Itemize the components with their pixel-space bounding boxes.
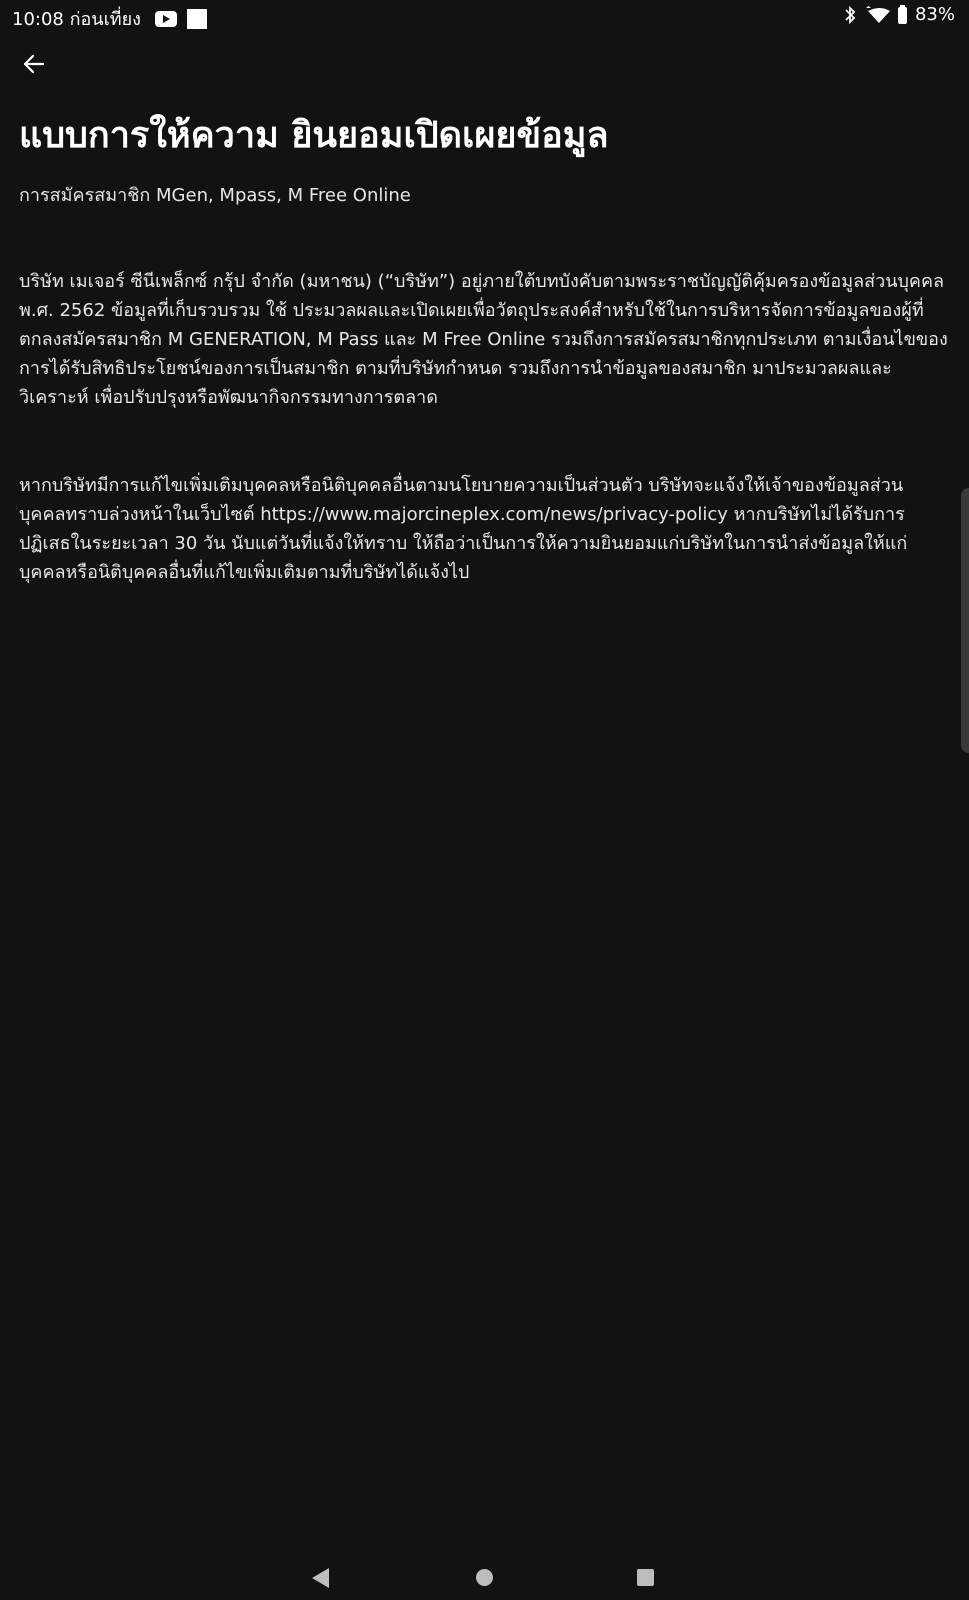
- scrollbar-handle[interactable]: [961, 488, 969, 753]
- youtube-icon: [155, 11, 177, 27]
- status-right: [844, 4, 955, 25]
- battery-icon: [898, 7, 907, 24]
- battery-level: 83%: [914, 4, 955, 25]
- status-left: [12, 4, 207, 33]
- back-button[interactable]: [16, 46, 52, 82]
- page-subtitle: การสมัครสมาชิก MGen, Mpass, M Free Online: [19, 185, 411, 206]
- status-time: 10:08 ก่อนเที่ยง: [12, 9, 141, 30]
- nav-back-icon[interactable]: [312, 1568, 329, 1588]
- page-title: แบบการให้ความ ยินยอมเปิดเผยข้อมูล: [19, 115, 609, 156]
- square-notification-icon: [187, 9, 207, 29]
- status-bar: [0, 0, 969, 30]
- nav-home-icon[interactable]: [476, 1569, 493, 1586]
- consent-paragraph-2: หากบริษัทมีการแก้ไขเพิ่มเติมบุคคลหรือนิติบุคคลอื่นตามนโยบายความเป็นส่วนตัว บริษัทจะแจ้งให้เจ้าของข้อมูลส่วนบุคคลทราบล่วงหน้าในเว็บไซต์ https://www.majorcineplex.com/news/privacy-policy หากบริษัทไม่ได้รับการปฏิเสธในระยะเวลา 30 วัน นับแต่วันที่แจ้งให้ทราบ ให้ถือว่าเป็นการให้ความยินยอมแก่บริษัทในการนำส่งข้อมูลให้แก่บุคคลหรือนิติบุคคลอื่นที่แก้ไขเพิ่มเติมตามที่บริษัทได้แจ้งไป: [19, 475, 908, 583]
- system-nav-bar: [0, 1552, 969, 1600]
- consent-paragraph-1: บริษัท เมเจอร์ ซีนีเพล็กซ์ กรุ้ป จำกัด (มหาชน) (“บริษัท”) อยู่ภายใต้บทบังคับตามพระราชบัญญัติคุ้มครองข้อมูลส่วนบุคคล พ.ศ. 2562 ข้อมูลที่เก็บรวบรวม ใช้ ประมวลผลและเปิดเผยเพื่อวัตถุประสงค์สำหรับใช้ในการบริหารจัดการข้อมูลของผู้ที่ตกลงสมัครสมาชิก M GENERATION, M Pass และ M Free Online รวมถึงการสมัครสมาชิกทุกประเภท ตามเงื่อนไขของการได้รับสิทธิประโยชน์ของการเป็นสมาชิก ตามที่บริษัทกำหนด รวมถึงการนำข้อมูลของสมาชิก มาประมวลผลและวิเคราะห์ เพื่อปรับปรุงหรือพัฒนากิจกรรมทางการตลาด: [19, 271, 948, 408]
- nav-recents-icon[interactable]: [637, 1569, 654, 1586]
- bluetooth-icon: [844, 6, 856, 24]
- wifi-icon: [864, 6, 890, 24]
- arrow-left-icon: [22, 52, 46, 76]
